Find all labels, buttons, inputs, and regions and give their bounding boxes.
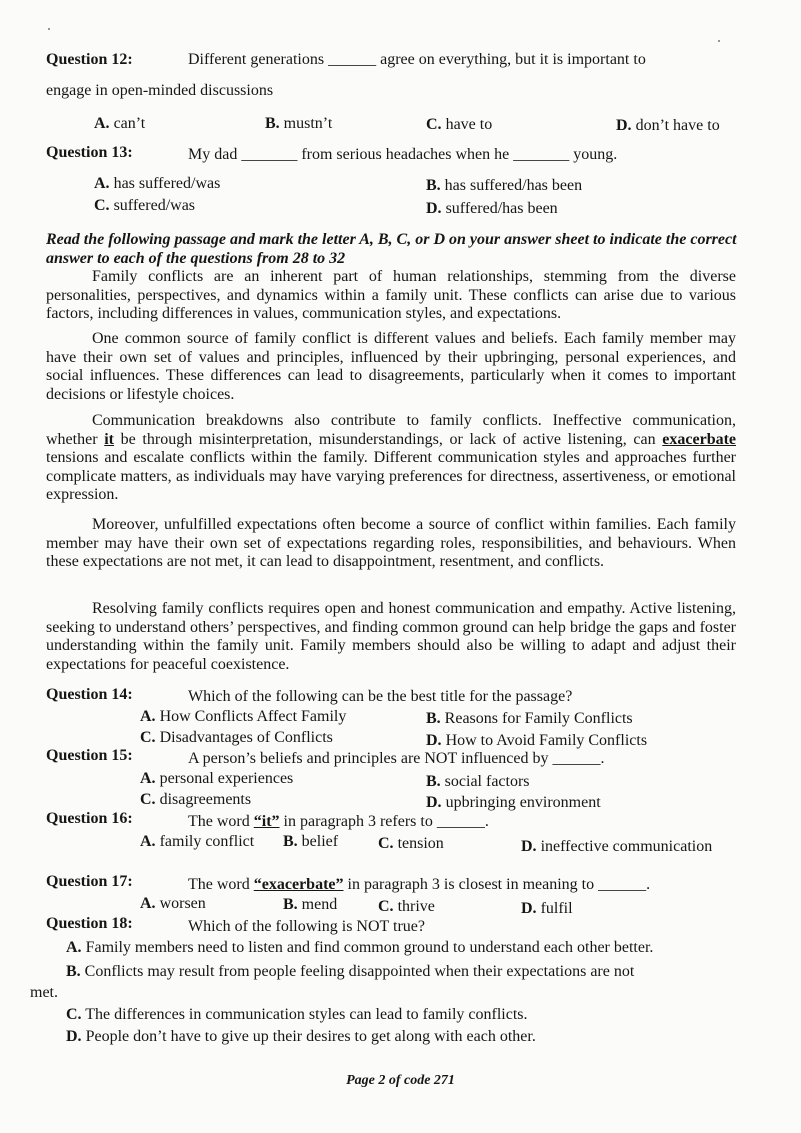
passage-paragraph-5: Resolving family conflicts requires open and honest communication and empathy. Active listening, seeking to understand others’ perspectives, and finding common ground can help bridge the gaps and foster understanding within the family unit. Family members should also be willing to adapt and adjust their expectations for peaceful coexistence.: [46, 600, 736, 673]
question-16-option-c: C. tension: [378, 835, 444, 852]
question-17-label: Question 17:: [46, 873, 133, 890]
passage-word-exacerbate: exacerbate: [662, 430, 737, 448]
question-13-option-c: C. suffered/was: [94, 197, 196, 214]
question-18-option-c: C. The differences in communication styles can lead to family conflicts.: [66, 1006, 528, 1023]
question-14-option-d: D. How to Avoid Family Conflicts: [426, 732, 648, 749]
question-18-label: Question 18:: [46, 915, 133, 932]
question-12-option-b: B. mustn’t: [265, 115, 333, 132]
question-16-option-d: D. ineffective communication: [521, 838, 713, 855]
question-14-option-b: B. Reasons for Family Conflicts: [426, 710, 633, 727]
scan-speck: [48, 28, 50, 30]
question-13-option-d: D. suffered/has been: [426, 200, 558, 217]
question-16-label: Question 16:: [46, 810, 133, 827]
passage-paragraph-4: Moreover, unfulfilled expectations often become a source of conflict within families. Each family member may have their own set of expectations regarding roles, responsibilities, and behaviours. When these expectations are not met, it can lead to disappointment, resentment, and conflicts.: [46, 516, 736, 571]
question-16-option-b: B. belief: [283, 833, 339, 850]
passage-word-it: it: [104, 430, 114, 448]
question-13-option-a: A. has suffered/was: [94, 175, 221, 192]
question-16-target-word: “it”: [253, 813, 280, 830]
question-17-target-word: “exacerbate”: [253, 876, 344, 893]
passage-paragraph-2: One common source of family conflict is different values and beliefs. Each family member may have their own set of values and principles, influenced by their upbringing, personal experiences, and social influences. These differences can lead to disagreements, particularly when it comes to important decisions or lifestyle choices.: [46, 330, 736, 403]
passage-paragraph-3: Communication breakdowns also contribute to family conflicts. Ineffective communication, whether it be through misinterpretation, misunderstandings, or lack of active listening, can exacerbate tensions and escalate conflicts within the family. Different communication styles and approaches further complicate matters, as individuals may have varying preferences for directness, assertiveness, or emotional expression.: [46, 412, 737, 504]
question-14-option-a: A. How Conflicts Affect Family: [140, 708, 347, 725]
question-13-label: Question 13:: [46, 144, 133, 161]
question-18-option-d: D. People don’t have to give up their desires to get along with each other.: [66, 1028, 536, 1045]
question-14-text: Which of the following can be the best title for the passage?: [188, 688, 573, 705]
question-16-text: The word “it” in paragraph 3 refers to ______.: [188, 813, 489, 830]
question-18-option-b-cont: met.: [30, 984, 58, 1001]
question-17-option-a: A. worsen: [140, 895, 206, 912]
question-14-option-c: C. Disadvantages of Conflicts: [140, 729, 333, 746]
question-14-label: Question 14:: [46, 686, 133, 703]
question-12-option-c: C. have to: [426, 116, 493, 133]
question-17-option-b: B. mend: [283, 896, 338, 913]
question-12-option-a: A. can’t: [94, 115, 146, 132]
question-17-text: The word “exacerbate” in paragraph 3 is closest in meaning to ______.: [188, 876, 651, 893]
question-17-option-c: C. thrive: [378, 898, 435, 915]
question-15-option-c: C. disagreements: [140, 791, 252, 808]
question-15-label: Question 15:: [46, 747, 133, 764]
question-12-label: Question 12:: [46, 51, 133, 68]
reading-instruction: Read the following passage and mark the letter A, B, C, or D on your answer sheet to indicate the correct answer to each of the questions from 28 to 32: [46, 231, 737, 267]
question-12-text-cont: engage in open-minded discussions: [46, 82, 274, 99]
question-15-option-d: D. upbringing environment: [426, 794, 601, 811]
question-15-option-b: B. social factors: [426, 773, 530, 790]
question-18-option-a: A. Family members need to listen and find common ground to understand each other better.: [66, 939, 654, 956]
scan-speck: [718, 40, 720, 42]
question-16-option-a: A. family conflict: [140, 833, 255, 850]
question-17-option-d: D. fulfil: [521, 900, 573, 917]
passage-paragraph-1: Family conflicts are an inherent part of human relationships, stemming from the diverse personalities, perspectives, and dynamics within a family unit. These conflicts can arise due to various factors, including differences in values, communication styles, and expectations.: [46, 268, 736, 323]
question-12-text: Different generations ______ agree on everything, but it is important to: [188, 51, 646, 68]
question-13-text: My dad _______ from serious headaches when he _______ young.: [188, 146, 618, 163]
question-13-option-b: B. has suffered/has been: [426, 177, 583, 194]
question-18-option-b: B. Conflicts may result from people feeling disappointed when their expectations are not: [66, 963, 635, 980]
question-15-text: A person’s beliefs and principles are NOT influenced by ______.: [188, 750, 605, 767]
question-12-option-d: D. don’t have to: [616, 117, 720, 134]
question-15-option-a: A. personal experiences: [140, 770, 294, 787]
page-footer: Page 2 of code 271: [346, 1073, 455, 1088]
question-18-text: Which of the following is NOT true?: [188, 918, 425, 935]
